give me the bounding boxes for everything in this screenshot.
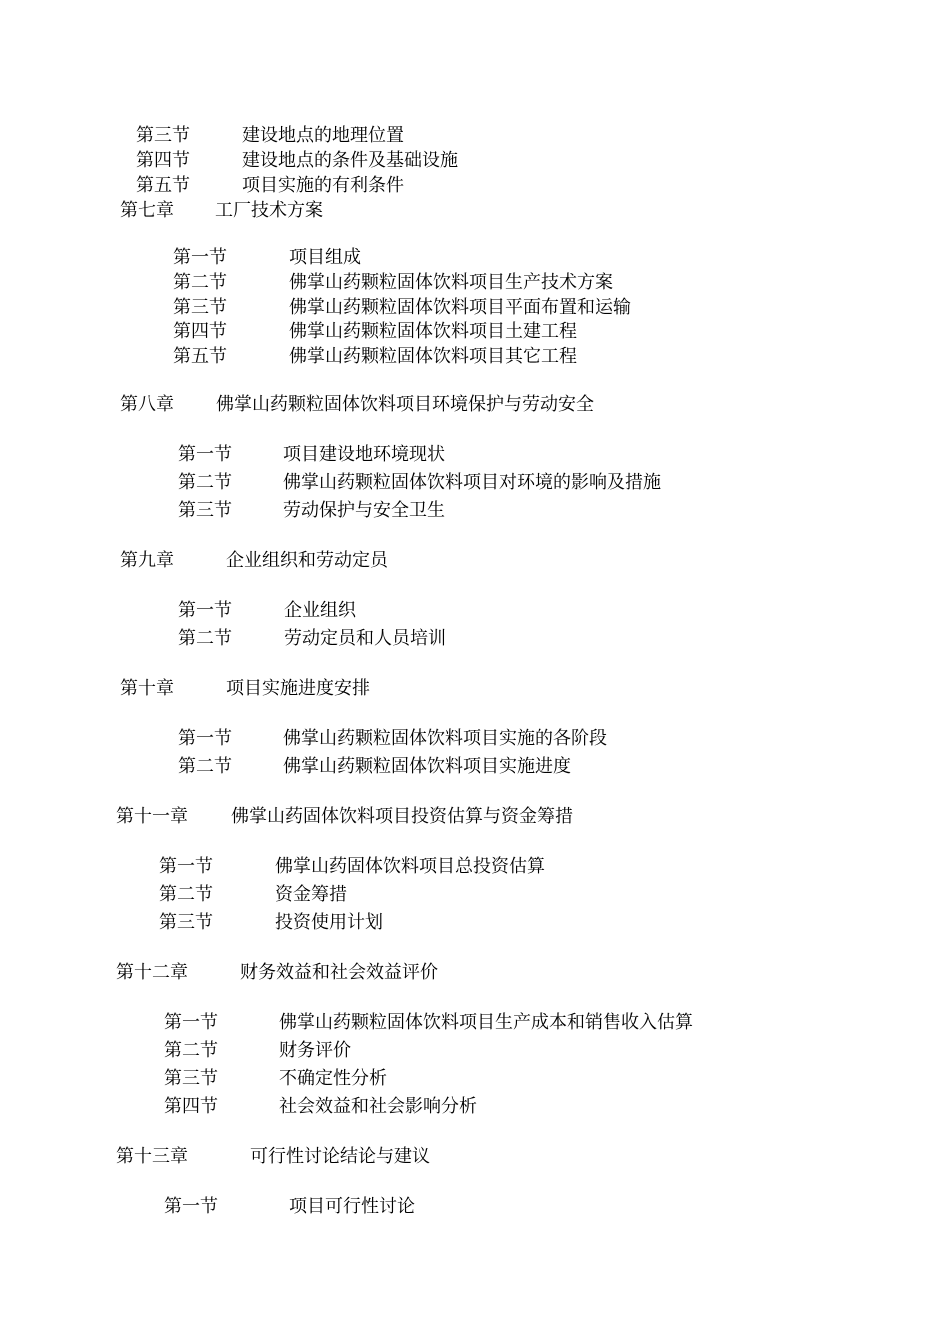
chapter-number: 第八章	[120, 394, 174, 415]
section-number: 第二节	[178, 628, 232, 649]
section-title: 项目组成	[289, 247, 361, 268]
section-number: 第二节	[178, 472, 232, 493]
section-title: 佛掌山药颗粒固体饮料项目实施的各阶段	[283, 728, 607, 749]
section-title: 投资使用计划	[275, 912, 383, 933]
section-number: 第二节	[173, 272, 227, 293]
section-title: 佛掌山药颗粒固体饮料项目实施进度	[283, 756, 571, 777]
chapter-title: 财务效益和社会效益评价	[240, 962, 438, 983]
section-number: 第三节	[173, 297, 227, 318]
section-title: 不确定性分析	[279, 1068, 387, 1089]
chapter-number: 第九章	[120, 550, 174, 571]
section-title: 佛掌山药颗粒固体饮料项目生产成本和销售收入估算	[279, 1012, 693, 1033]
section-title: 项目可行性讨论	[289, 1196, 415, 1217]
section-number: 第一节	[178, 444, 232, 465]
section-title: 资金筹措	[275, 884, 347, 905]
section-number: 第四节	[136, 150, 190, 171]
chapter-title: 工厂技术方案	[215, 200, 323, 221]
section-number: 第二节	[178, 756, 232, 777]
chapter-title: 佛掌山药固体饮料项目投资估算与资金筹措	[231, 806, 573, 827]
section-title: 佛掌山药固体饮料项目总投资估算	[275, 856, 545, 877]
section-number: 第五节	[136, 175, 190, 196]
section-number: 第一节	[178, 728, 232, 749]
section-title: 社会效益和社会影响分析	[279, 1096, 477, 1117]
section-title: 佛掌山药颗粒固体饮料项目平面布置和运输	[289, 297, 631, 318]
chapter-number: 第十一章	[116, 806, 188, 827]
chapter-title: 项目实施进度安排	[226, 678, 370, 699]
section-number: 第二节	[164, 1040, 218, 1061]
chapter-number: 第七章	[120, 200, 174, 221]
section-number: 第一节	[178, 600, 232, 621]
chapter-title: 企业组织和劳动定员	[226, 550, 388, 571]
section-number: 第一节	[173, 247, 227, 268]
section-title: 建设地点的地理位置	[242, 125, 404, 146]
section-number: 第四节	[173, 321, 227, 342]
section-title: 劳动保护与安全卫生	[283, 500, 445, 521]
chapter-title: 佛掌山药颗粒固体饮料项目环境保护与劳动安全	[216, 394, 594, 415]
section-number: 第三节	[178, 500, 232, 521]
section-number: 第一节	[164, 1196, 218, 1217]
section-number: 第一节	[164, 1012, 218, 1033]
section-title: 劳动定员和人员培训	[284, 628, 446, 649]
section-title: 佛掌山药颗粒固体饮料项目其它工程	[289, 346, 577, 367]
section-number: 第三节	[136, 125, 190, 146]
section-number: 第四节	[164, 1096, 218, 1117]
section-title: 佛掌山药颗粒固体饮料项目土建工程	[289, 321, 577, 342]
section-title: 项目建设地环境现状	[283, 444, 445, 465]
section-title: 财务评价	[279, 1040, 351, 1061]
section-number: 第二节	[159, 884, 213, 905]
section-title: 项目实施的有利条件	[242, 175, 404, 196]
section-number: 第五节	[173, 346, 227, 367]
chapter-number: 第十三章	[116, 1146, 188, 1167]
section-number: 第三节	[164, 1068, 218, 1089]
section-title: 佛掌山药颗粒固体饮料项目生产技术方案	[289, 272, 613, 293]
chapter-title: 可行性讨论结论与建议	[250, 1146, 430, 1167]
chapter-number: 第十二章	[116, 962, 188, 983]
section-title: 企业组织	[284, 600, 356, 621]
section-number: 第一节	[159, 856, 213, 877]
section-number: 第三节	[159, 912, 213, 933]
section-title: 佛掌山药颗粒固体饮料项目对环境的影响及措施	[283, 472, 661, 493]
chapter-number: 第十章	[120, 678, 174, 699]
section-title: 建设地点的条件及基础设施	[242, 150, 458, 171]
